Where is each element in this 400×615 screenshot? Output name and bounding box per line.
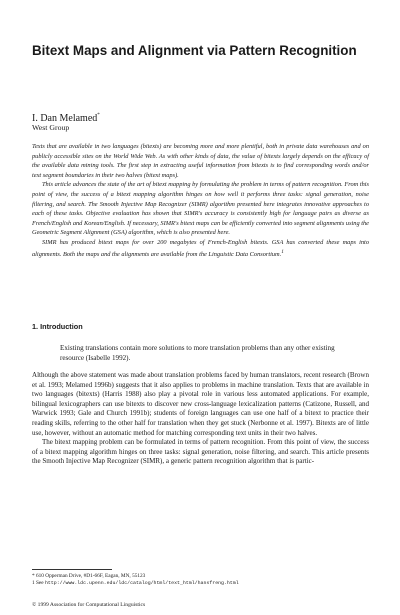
footnote-2-mark: 1: [32, 580, 35, 586]
abstract-footnote-mark: 1: [281, 248, 284, 255]
author-footnote-mark: *: [97, 113, 100, 118]
abstract: [32, 142, 369, 259]
author-name-text: I. Dan Melamed: [32, 113, 98, 124]
body-text: [32, 371, 369, 467]
epigraph-quote: Existing translations contain more solutions to more translation problems than any other existing resource (Isabelle 1992).: [60, 344, 335, 362]
author-affiliation: West Group: [32, 123, 70, 132]
footnote-divider: [32, 569, 112, 570]
footnote-2-url[interactable]: http://www.ldc.upenn.edu/ldc/catalog/html/text_html/hansfreng.html: [44, 581, 239, 586]
abstract-paragraph-1: Texts that are available in two languages (bitexts) are becoming more and more plentiful, both in private data warehouses and on publicly accessible sites on the World Wide Web. As with other kinds of data, the value of bitexts largely depends on the efficacy of the available data mining tools. The first step in extracting useful information from bitexts is to find corresponding words and/or text segment boundaries in their two halves (bitext maps).: [32, 143, 369, 179]
paper-title: Bitext Maps and Alignment via Pattern Recognition: [32, 43, 357, 58]
body-paragraph-2: The bitext mapping problem can be formulated in terms of pattern recognition. From this point of view, the success of a bitext mapping algorithm hinges on three tasks: signal generation, noise filtering, and search. This article presents the Smooth Injective Map Recognizer (SIMR), a generic pattern recognition algorithm that is partic-: [32, 438, 369, 466]
body-paragraph-1: Although the above statement was made about translation problems faced by human translators, recent research (Brown et al. 1993; Melamed 1996b) suggests that it also applies to problems in machine translation. Texts that are available in two languages (bitexts) (Harris 1988) also play a pivotal role in various less automated applications. For example, bilingual lexicographers can use bitexts to discover new cross-language lexicalization patterns (Catizone, Russell, and Warwick 1993; Gale and Church 1991b); students of foreign languages can use one half of a bitext to practice their reading skills, referring to the other half for translation when they get stuck (Nerbonne et al. 1997). Bitexts are of little use, however, without an automatic method for matching corresponding text units in their two halves.: [32, 371, 369, 437]
footnotes: [32, 573, 369, 587]
abstract-paragraph-2: This article advances the state of the art of bitext mapping by formulating the problem in terms of pattern recognition. From this point of view, the success of a bitext mapping algorithm hinges on how well it performs three tasks: signal generation, noise filtering, and search. The Smooth Injective Map Recognizer (SIMR) algorithm presented here integrates innovative approaches to each of these tasks. Objective evaluation has shown that SIMR's accuracy is consistently high for language pairs as diverse as French/English and Korean/English. If necessary, SIMR's bitext maps can be efficiently converted into segment alignments using the Geometric Segment Alignment (GSA) algorithm, which is also presented here.: [32, 181, 369, 237]
footnote-2-prefix: See: [35, 580, 44, 586]
footnote-1: [32, 573, 369, 580]
section-heading-introduction: 1. Introduction: [32, 322, 83, 331]
footnote-1-mark: *: [32, 573, 35, 579]
abstract-paragraph-3-text: SIMR has produced bitext maps for over 200 megabytes of French-English bitexts. GSA has converted these maps into alignments. Both the maps and the alignments are available from the Linguistic Data Consortium.: [32, 238, 369, 258]
footnote-1-text: 610 Opperman Drive, #D1-66F, Eagan, MN, 55123: [35, 573, 146, 579]
copyright-notice: © 1999 Association for Computational Linguistics: [32, 602, 146, 608]
abstract-paragraph-3: [32, 238, 369, 259]
footnote-2: [32, 580, 369, 587]
